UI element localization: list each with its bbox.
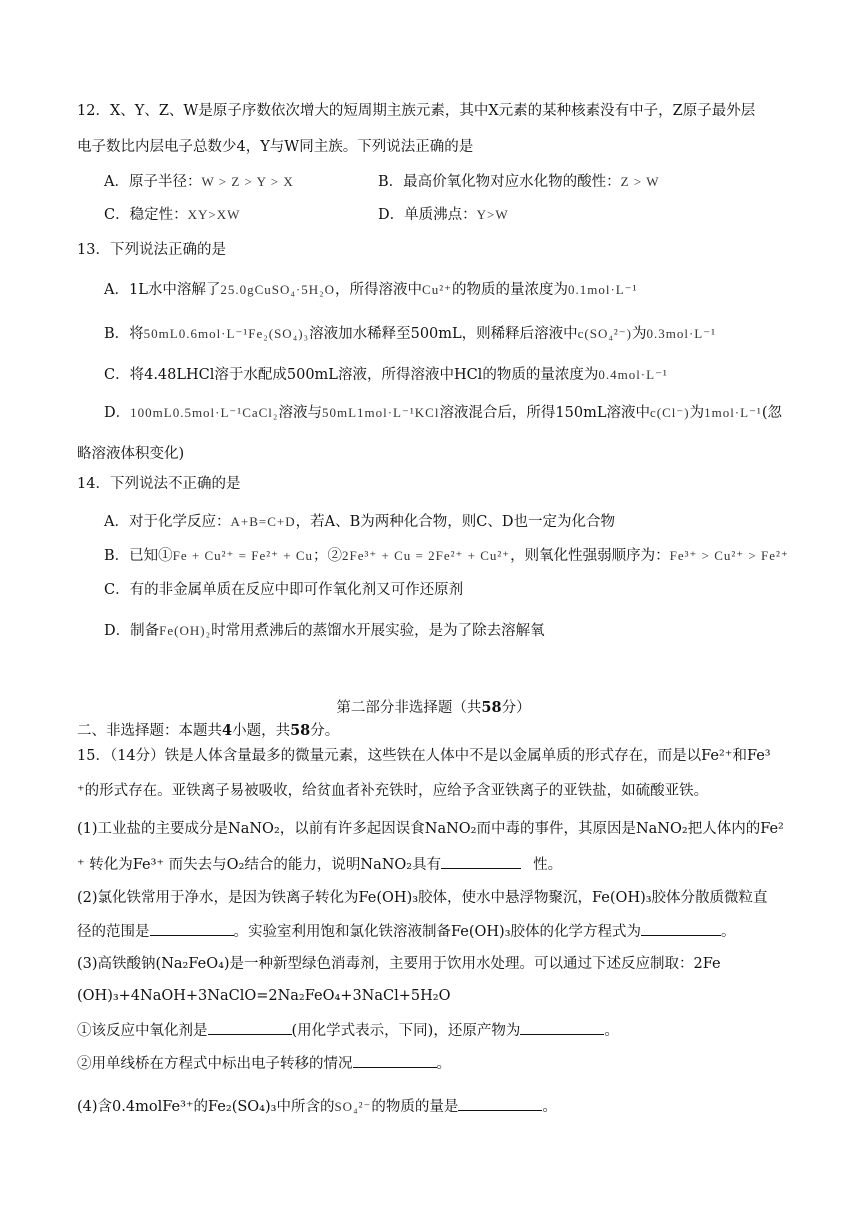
formula: 0.4mol·L⁻¹ [598,367,668,382]
q15-part3-line2: (OH)₃+4NaOH+3NaClO=2Na₂FeO₄+3NaCl+5H₂O [77,988,451,1004]
formula: Cu²⁺ [422,282,452,297]
text: 的物质的量是 [371,1099,459,1115]
text: ，若A、B为两种化合物，则C、D也一定为化合物 [295,514,615,530]
formula: Y>W [476,207,509,222]
q12-stem-line2: 电子数比内层电子总数少4，Y与W同主族。下列说法正确的是 [77,139,474,155]
q15-part3-sub1 [77,1019,619,1041]
q13-option-a [104,280,638,300]
answer-blank[interactable] [520,1019,604,1035]
q12-option-d [378,205,509,225]
q13-stem: 13．下列说法正确的是 [77,242,226,258]
q14-option-d [104,621,545,641]
number: 4 [222,722,233,739]
text: 性。 [533,857,563,873]
formula: Fe³⁺ > Cu²⁺ > Fe²⁺ [669,548,789,563]
q13-option-d [104,403,782,423]
q15-part4 [77,1095,557,1117]
text: D． [104,405,131,421]
text: ，则氧化性强弱顺序为： [510,548,670,564]
answer-blank[interactable] [353,1052,437,1068]
text: ①该反应中氧化剂是 [77,1023,208,1039]
formula: 0.3mol·L⁻¹ [646,326,717,341]
q15-part2-line1: (2)氯化铁常用于净水，是因为铁离子转化为Fe(OH)₃胶体，使水中悬浮物聚沉，Fe(OH)₃胶体分散质微粒直 [77,890,768,906]
section-heading [77,721,339,741]
answer-blank[interactable] [458,1095,542,1111]
option-label: C．稳定性： [104,207,188,223]
text: 。 [604,1023,619,1039]
q15-part1-line2 [77,853,562,875]
q12-option-b [378,172,659,192]
part2-title [0,698,867,718]
option-label: B．最高价氧化物对应水化物的酸性： [378,174,621,190]
formula: 1mol·L⁻¹ [704,405,762,420]
text: ②用单线桥在方程式中标出电子转移的情况 [77,1056,353,1072]
option-label: D．单质沸点： [378,207,477,223]
q15-line1: 15．（14分）铁是人体含量最多的微量元素，这些铁在人体中不是以金属单质的形式存在，而是以Fe²⁺和Fe³ [77,748,771,764]
formula: W > Z > Y > X [201,174,294,189]
q13-option-d-cont: 略溶液体积变化) [77,446,185,462]
text: 径的范围是 [77,924,150,940]
formula: SO₄²⁻ [334,1099,372,1114]
formula: XY>XW [187,207,241,222]
text: ，所得溶液中 [335,282,423,298]
title-number: 58 [481,699,502,716]
text: 的物质的量浓度为 [451,282,568,298]
title-text: 分） [501,700,531,716]
formula: 50mL0.6mol·L⁻¹Fe₂(SO₄)₃ [143,326,310,341]
text: C．将4.48LHCl溶于水配成500mL溶液，所得溶液中HCl的物质的量浓度为 [104,367,599,383]
text: ；② [313,548,343,564]
q14-option-a [104,512,615,532]
q12-option-a [104,172,294,192]
formula: 100mL0.5mol·L⁻¹CaCl₂ [130,405,279,420]
answer-blank[interactable] [441,853,521,869]
text: D．制备 [104,623,160,639]
text: B．将 [104,326,144,342]
text: 为 [689,405,705,421]
q15-line2: ⁺的形式存在。亚铁离子易被吸收，给贫血者补充铁时，应给予含亚铁离子的亚铁盐，如硫酸亚铁。 [77,783,709,799]
text: 。实验室利用饱和氯化铁溶液制备Fe(OH)₃胶体的化学方程式为 [233,924,642,940]
text: A．1L水中溶解了 [104,282,221,298]
formula: A+B=C+D [230,514,296,529]
text: ⁺ 转化为Fe³⁺ 而失去与O₂结合的能力，说明NaNO₂具有 [77,857,442,873]
formula: 2Fe³⁺ + Cu = 2Fe²⁺ + Cu²⁺ [342,548,511,563]
number: 58 [290,722,311,739]
formula: c(SO₄²⁻) [577,326,632,341]
text: 二、非选择题：本题共 [77,723,222,739]
formula: Fe(OH)₂ [159,623,212,638]
formula: Z > W [620,174,660,189]
q12-option-c [104,205,240,225]
text: 分。 [310,723,340,739]
formula: 0.1mol·L⁻¹ [567,282,638,297]
text: 溶液与 [278,405,322,421]
text: 时常用煮沸后的蒸馏水开展实验，是为了除去溶解氧 [211,623,545,639]
text: 为 [632,326,647,342]
text: 。 [721,924,736,940]
q15-part1-line1: (1)工业盐的主要成分是NaNO₂，以前有许多起因误食NaNO₂而中毒的事件，其原因是NaNO₂把人体内的Fe² [77,821,784,837]
text: (4)含0.4molFe³⁺的Fe₂(SO₄)₃中所含的 [77,1099,335,1115]
q14-option-b [104,546,789,566]
option-label: A．原子半径： [104,174,202,190]
answer-blank[interactable] [150,920,234,936]
q14-option-c: C．有的非金属单质在反应中即可作氧化剂又可作还原剂 [104,582,464,598]
q12-stem-line1: 12．X、Y、Z、W是原子序数依次增大的短周期主族元素，其中X元素的某种核素没有中子，Z原子最外层 [77,103,756,119]
text: (忽 [761,405,783,421]
text: 小题，共 [232,723,291,739]
q15-part3-line1: (3)高铁酸钠(Na₂FeO₄)是一种新型绿色消毒剂，主要用于饮用水处理。可以通过下述反应制取：2Fe [77,956,721,972]
text: 。 [436,1056,451,1072]
text: 。 [542,1099,557,1115]
answer-blank[interactable] [208,1019,292,1035]
formula: Fe + Cu²⁺ = Fe²⁺ + Cu [172,548,314,563]
text: (用化学式表示，下同)，还原产物为 [291,1023,521,1039]
formula: c(Cl⁻) [650,405,690,420]
text: 溶液混合后，所得150mL溶液中 [439,405,650,421]
q15-part3-sub2 [77,1052,451,1074]
q13-option-c [104,365,668,385]
title-text: 第二部分非选择题（共 [336,700,482,716]
formula: 25.0gCuSO₄·5H₂O [220,282,336,297]
text: 溶液加水稀释至500mL，则稀释后溶液中 [309,326,578,342]
q13-option-b [104,324,716,344]
answer-blank[interactable] [641,920,721,936]
formula: 50mL1mol·L⁻¹KCl [321,405,440,420]
q15-part2-line2 [77,920,736,942]
text: A．对于化学反应： [104,514,231,530]
text: B．已知① [104,548,173,564]
q14-stem: 14．下列说法不正确的是 [77,476,241,492]
